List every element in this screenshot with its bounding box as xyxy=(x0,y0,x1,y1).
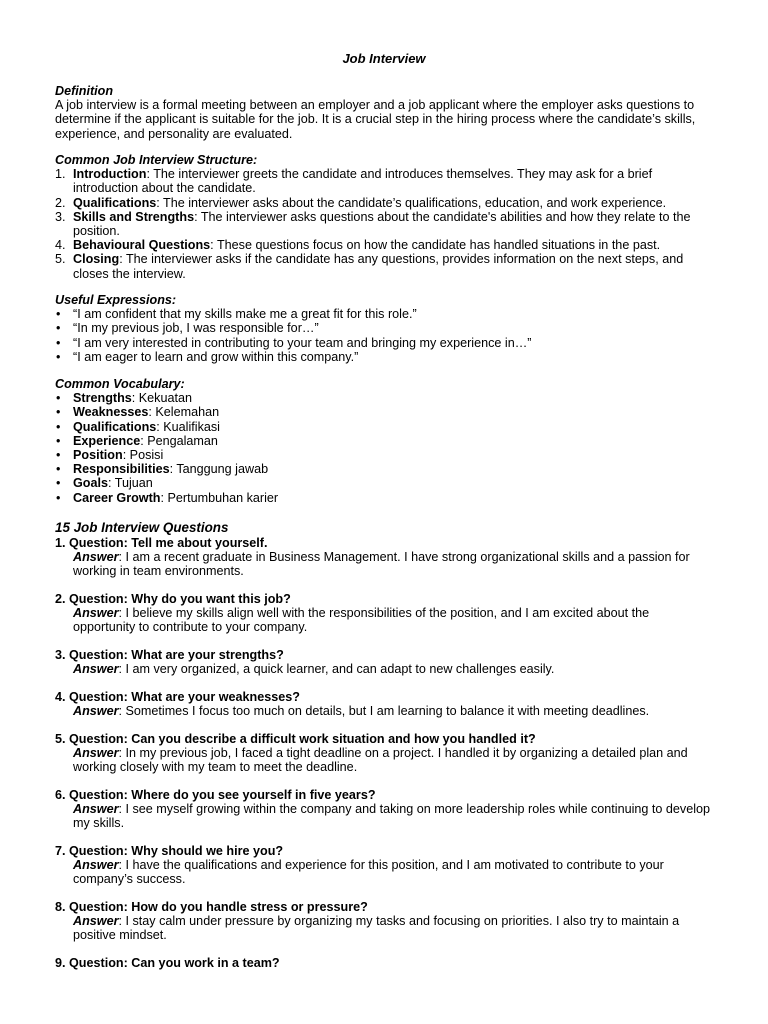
question-text: 5. Question: Can you describe a difficult work situation and how you handled it? xyxy=(55,732,536,746)
item-text: : The interviewer asks if the candidate has any questions, provides information on the next steps, and closes the interview. xyxy=(73,252,684,281)
vocab-meaning: : Tanggung jawab xyxy=(169,462,269,477)
question-text: 9. Question: Can you work in a team? xyxy=(55,956,280,970)
question-text: 7. Question: Why should we hire you? xyxy=(55,844,284,858)
answer-label: Answer xyxy=(73,914,119,929)
vocab-item xyxy=(55,405,713,419)
vocab-term: Strengths xyxy=(73,391,132,406)
expression-text: “I am confident that my skills make me a great fit for this role.” xyxy=(73,307,417,322)
expression-item xyxy=(55,336,713,350)
question-text: 1. Question: Tell me about yourself. xyxy=(55,536,268,550)
vocab-meaning: : Posisi xyxy=(122,448,164,463)
expression-item xyxy=(55,321,713,335)
item-term: Introduction xyxy=(73,167,147,182)
answer-text xyxy=(55,550,713,578)
vocab-term: Career Growth xyxy=(73,490,161,505)
question-block xyxy=(55,900,713,943)
answer-text xyxy=(55,802,713,830)
bullet-icon: • xyxy=(56,391,61,406)
vocab-meaning: : Pertumbuhan karier xyxy=(160,490,279,505)
question-block xyxy=(55,648,713,676)
vocab-term: Goals xyxy=(73,476,108,491)
vocab-term: Weaknesses xyxy=(73,405,149,420)
expression-text: “I am very interested in contributing to your team and bringing my experience in…” xyxy=(73,335,532,350)
expression-item xyxy=(55,307,713,321)
vocab-term: Responsibilities xyxy=(73,462,170,477)
questions-heading: 15 Job Interview Questions xyxy=(55,520,229,535)
bullet-icon: • xyxy=(56,433,61,448)
item-term: Closing xyxy=(73,252,120,267)
vocab-term: Position xyxy=(73,448,123,463)
question-text: 3. Question: What are your strengths? xyxy=(55,648,284,662)
item-number: 3. xyxy=(55,209,66,224)
answer-label: Answer xyxy=(73,550,119,565)
vocab-item xyxy=(55,420,713,434)
bullet-icon: • xyxy=(56,448,61,463)
bullet-icon: • xyxy=(56,335,61,350)
document-title: Job Interview xyxy=(342,51,426,66)
item-term: Skills and Strengths xyxy=(73,209,195,224)
answer-body: : I stay calm under pressure by organizing my tasks and focusing on priorities. I also try to maintain a positive mindset. xyxy=(73,914,680,943)
structure-item xyxy=(55,167,713,195)
answer-text xyxy=(55,914,713,942)
definition-section xyxy=(55,84,713,141)
bullet-icon: • xyxy=(56,349,61,364)
bullet-icon: • xyxy=(56,405,61,420)
question-text: 8. Question: How do you handle stress or pressure? xyxy=(55,900,368,914)
expression-item xyxy=(55,350,713,364)
expression-text: “I am eager to learn and grow within this company.” xyxy=(73,349,359,364)
vocab-item xyxy=(55,462,713,476)
expressions-section xyxy=(55,293,713,364)
vocabulary-heading: Common Vocabulary: xyxy=(55,377,185,391)
answer-text xyxy=(55,662,713,676)
vocab-item xyxy=(55,448,713,462)
answer-body: : I am a recent graduate in Business Management. I have strong organizational skills and a passion for working in team environments. xyxy=(73,550,690,579)
item-number: 2. xyxy=(55,195,66,210)
answer-label: Answer xyxy=(73,606,119,621)
answer-body: : I believe my skills align well with the responsibilities of the position, and I am excited about the opportunity to contribute to your company. xyxy=(73,606,650,635)
structure-item xyxy=(55,238,713,252)
answer-text xyxy=(55,704,713,718)
answer-label: Answer xyxy=(73,802,119,817)
answer-text xyxy=(55,606,713,634)
definition-heading: Definition xyxy=(55,84,114,98)
question-block xyxy=(55,788,713,831)
definition-text: A job interview is a formal meeting between an employer and a job applicant where the employer asks questions to determine if the applicant is suitable for the job. It is a crucial step in the hiring process where the candidate’s skills, experience, and personality are evaluated. xyxy=(55,98,696,141)
answer-text xyxy=(55,858,713,886)
structure-item xyxy=(55,252,713,280)
question-block xyxy=(55,844,713,887)
structure-list xyxy=(55,167,713,281)
vocab-meaning: : Pengalaman xyxy=(140,433,218,448)
bullet-icon: • xyxy=(56,462,61,477)
question-text: 2. Question: Why do you want this job? xyxy=(55,592,291,606)
vocab-item xyxy=(55,491,713,505)
bullet-icon: • xyxy=(56,321,61,336)
bullet-icon: • xyxy=(56,476,61,491)
vocab-meaning: : Kekuatan xyxy=(131,391,192,406)
expressions-heading: Useful Expressions: xyxy=(55,293,177,307)
structure-item xyxy=(55,196,713,210)
item-number: 5. xyxy=(55,252,66,267)
answer-text xyxy=(55,746,713,774)
item-number: 1. xyxy=(55,167,66,182)
expression-text: “In my previous job, I was responsible for…” xyxy=(73,321,319,336)
vocab-meaning: : Kelemahan xyxy=(148,405,220,420)
item-term: Behavioural Questions xyxy=(73,238,211,253)
answer-label: Answer xyxy=(73,858,119,873)
answer-body: : In my previous job, I faced a tight deadline on a project. I handled it by organizing a detailed plan and working closely with my team to meet the deadline. xyxy=(73,746,688,775)
question-block xyxy=(55,690,713,718)
answer-label: Answer xyxy=(73,746,119,761)
vocab-item xyxy=(55,434,713,448)
question-text: 4. Question: What are your weaknesses? xyxy=(55,690,300,704)
bullet-icon: • xyxy=(56,419,61,434)
vocab-meaning: : Tujuan xyxy=(108,476,153,491)
answer-body: : Sometimes I focus too much on details, but I am learning to balance it with meeting deadlines. xyxy=(118,704,650,719)
bullet-icon: • xyxy=(56,490,61,505)
answer-label: Answer xyxy=(73,704,119,719)
answer-body: : I have the qualifications and experience for this position, and I am motivated to contribute to your company’s success. xyxy=(73,858,664,887)
vocab-meaning: : Kualifikasi xyxy=(156,419,220,434)
item-text: : These questions focus on how the candidate has handled situations in the past. xyxy=(210,238,661,253)
structure-item xyxy=(55,210,713,238)
item-text: : The interviewer asks questions about the candidate's abilities and how they relate to the position. xyxy=(73,209,691,239)
vocabulary-section xyxy=(55,377,713,505)
structure-section xyxy=(55,153,713,281)
answer-body: : I see myself growing within the company and taking on more leadership roles while continuing to develop my skills. xyxy=(73,802,711,831)
question-block xyxy=(55,732,713,775)
expressions-list xyxy=(55,307,713,364)
vocab-term: Qualifications xyxy=(73,419,157,434)
item-text: : The interviewer greets the candidate and introduces themselves. They may ask for a brief introduction about the candidate. xyxy=(73,167,653,196)
bullet-icon: • xyxy=(56,307,61,322)
item-number: 4. xyxy=(55,238,66,253)
answer-body: : I am very organized, a quick learner, and can adapt to new challenges easily. xyxy=(118,662,555,677)
item-text: : The interviewer asks about the candidate’s qualifications, education, and work experience. xyxy=(156,195,667,210)
vocab-item xyxy=(55,391,713,405)
answer-label: Answer xyxy=(73,662,119,677)
vocabulary-list xyxy=(55,391,713,505)
question-block xyxy=(55,592,713,635)
structure-heading: Common Job Interview Structure: xyxy=(55,153,258,167)
question-block xyxy=(55,536,713,579)
question-text: 6. Question: Where do you see yourself in five years? xyxy=(55,788,376,802)
item-term: Qualifications xyxy=(73,195,157,210)
question-block xyxy=(55,956,713,970)
vocab-item xyxy=(55,476,713,490)
vocab-term: Experience xyxy=(73,433,141,448)
